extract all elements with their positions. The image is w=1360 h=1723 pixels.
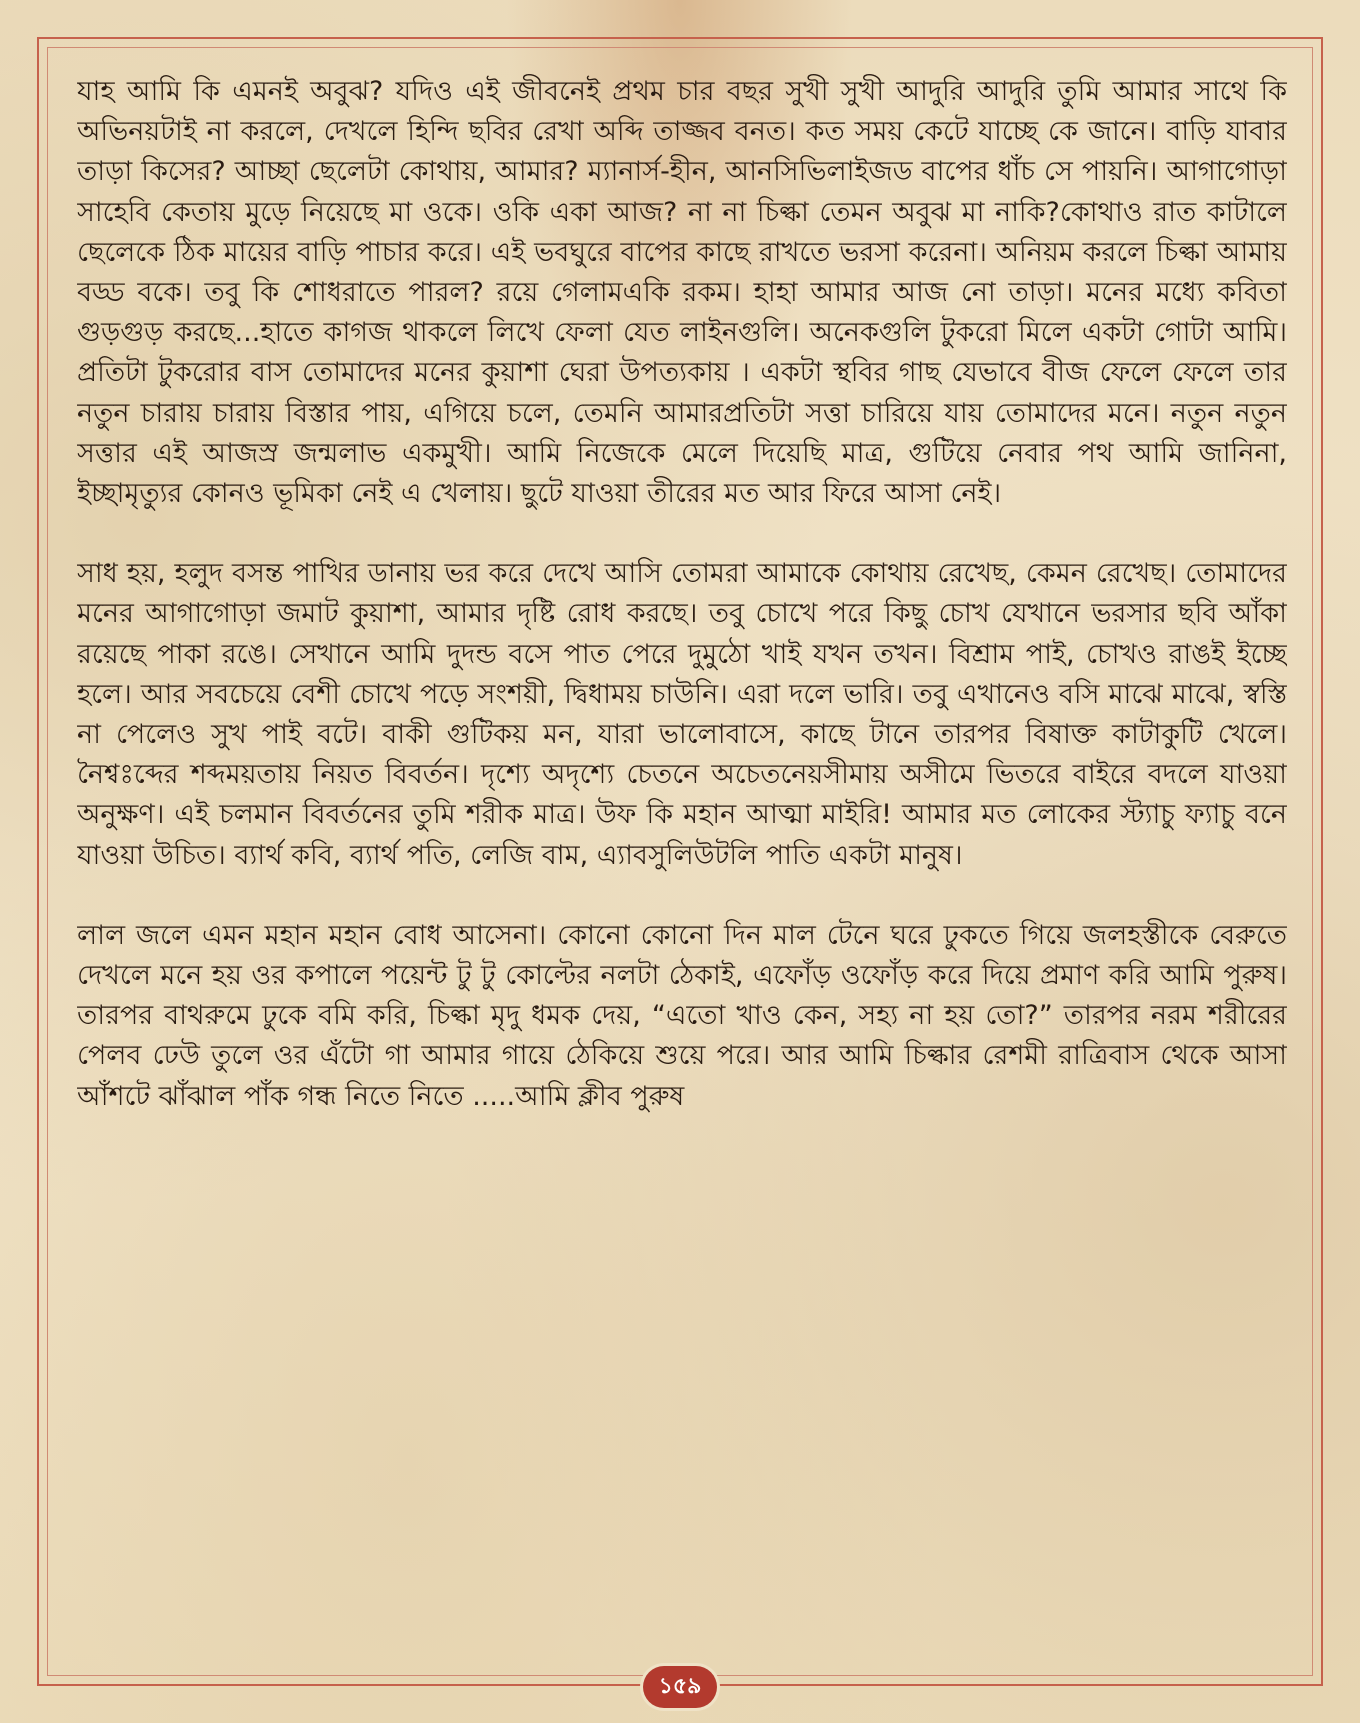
paragraph-2: সাধ হয়, হলুদ বসন্ত পাখির ডানায় ভর করে দেখে আসি তোমরা আমাকে কোথায় রেখেছ, কেমন রেখেছ। তোমাদের মনের আগাগোড়া জমাট কুয়াশা, আমার দৃষ্টি রোধ করছে। তবু চোখে পরে কিছু চোখ যেখানে ভরসার ছবি আঁকা রয়েছে পাকা রঙে। সেখানে আমি দুদন্ড বসে পাত পেরে দুমুঠো খাই যখন তখন। বিশ্রাম পাই, চোখও রাঙই ইচ্ছে হলে। আর সবচেয়ে বেশী চোখে পড়ে সংশয়ী, দ্বিধাময় চাউনি। এরা দলে ভারি। তবু এখানেও বসি মাঝে মাঝে, স্বস্তি না পেলেও সুখ পাই বটে। বাকী গুটিকয় মন, যারা ভালোবাসে, কাছে টানে তারপর বিষাক্ত কাটাকুটি খেলে। নৈশ্বঃব্দের শব্দময়তায় নিয়ত বিবর্তন। দৃশ্যে অদৃশ্যে চেতনে অচেতনেয়সীমায় অসীমে ভিতরে বাইরে বদলে যাওয়া অনুক্ষণ। এই চলমান বিবর্তনের তুমি শরীক মাত্র। উফ কি মহান আত্মা মাইরি! আমার মত লোকের স্ট্যাচু ফ্যাচু বনে যাওয়া উচিত। ব্যার্থ কবি, ব্যার্থ পতি, লেজি বাম, এ্যাবসুলিউটলি পাতি একটা মানুষ।: [77, 558, 1287, 871]
paragraph-3: লাল জলে এমন মহান মহান বোধ আসেনা। কোনো কোনো দিন মাল টেনে ঘরে ঢুকতে গিয়ে জলহস্তীকে বেরুতে দেখলে মনে হয় ওর কপালে পয়েন্ট টু টু কোল্টের নলটা ঠেকাই, এফোঁড় ওফোঁড় করে দিয়ে প্রমাণ করি আমি পুরুষ। তারপর বাথরুমে ঢুকে বমি করি, চিল্কা মৃদু ধমক দেয়, “এতো খাও কেন, সহ্য না হয় তো?” তারপর নরম শরীরের পেলব ঢেউ তুলে ওর এঁটো গা আমার গায়ে ঠেকিয়ে শুয়ে পরে। আর আমি চিল্কার রেশমী রাত্রিবাস থেকে আসা আঁশটে ঝাঁঝাল পাঁক গন্ধ নিতে নিতে .....আমি ক্লীব পুরুষ: [77, 919, 1287, 1112]
body-text: [77, 72, 1287, 1652]
paragraph-1: যাহ আমি কি এমনই অবুঝ? যদিও এই জীবনেই প্রথম চার বছর সুখী সুখী আদুরি আদুরি তুমি আমার সাথে কি অভিনয়টাই না করলে, দেখলে হিন্দি ছবির রেখা অব্দি তাজ্জব বনত। কত সময় কেটে যাচ্ছে কে জানে। বাড়ি যাবার তাড়া কিসের? আচ্ছা ছেলেটা কোথায়, আমার? ম্যানার্স-হীন, আনসিভিলাইজড বাপের ধাঁচ সে পায়নি। আগাগোড়া সাহেবি কেতায় মুড়ে নিয়েছে মা ওকে। ওকি একা আজ? না না চিল্কা তেমন অবুঝ মা নাকি?কোথাও রাত কাটালে ছেলেকে ঠিক মায়ের বাড়ি পাচার করে। এই ভবঘুরে বাপের কাছে রাখতে ভরসা করেনা। অনিয়ম করলে চিল্কা আমায় বড্ড বকে। তবু কি শোধরাতে পারল? রয়ে গেলামএকি রকম। হাহা আমার আজ নো তাড়া। মনের মধ্যে কবিতা গুড়গুড় করছে...হাতে কাগজ থাকলে লিখে ফেলা যেত লাইনগুলি। অনেকগুলি টুকরো মিলে একটা গোটা আমি। প্রতিটা টুকরোর বাস তোমাদের মনের কুয়াশা ঘেরা উপত্যকায় । একটা স্থবির গাছ যেভাবে বীজ ফেলে ফেলে তার নতুন চারায় চারায় বিস্তার পায়, এগিয়ে চলে, তেমনি আমারপ্রতিটা সত্তা চারিয়ে যায় তোমাদের মনে। নতুন নতুন সত্তার এই আজস্র জন্মলাভ একমুখী। আমি নিজেকে মেলে দিয়েছি মাত্র, গুটিয়ে নেবার পথ আমি জানিনা, ইচ্ছামৃত্যুর কোনও ভূমিকা নেই এ খেলায়। ছুটে যাওয়া তীরের মত আর ফিরে আসা নেই।: [77, 76, 1287, 510]
page-number-badge: ১৫৯: [643, 1666, 717, 1708]
